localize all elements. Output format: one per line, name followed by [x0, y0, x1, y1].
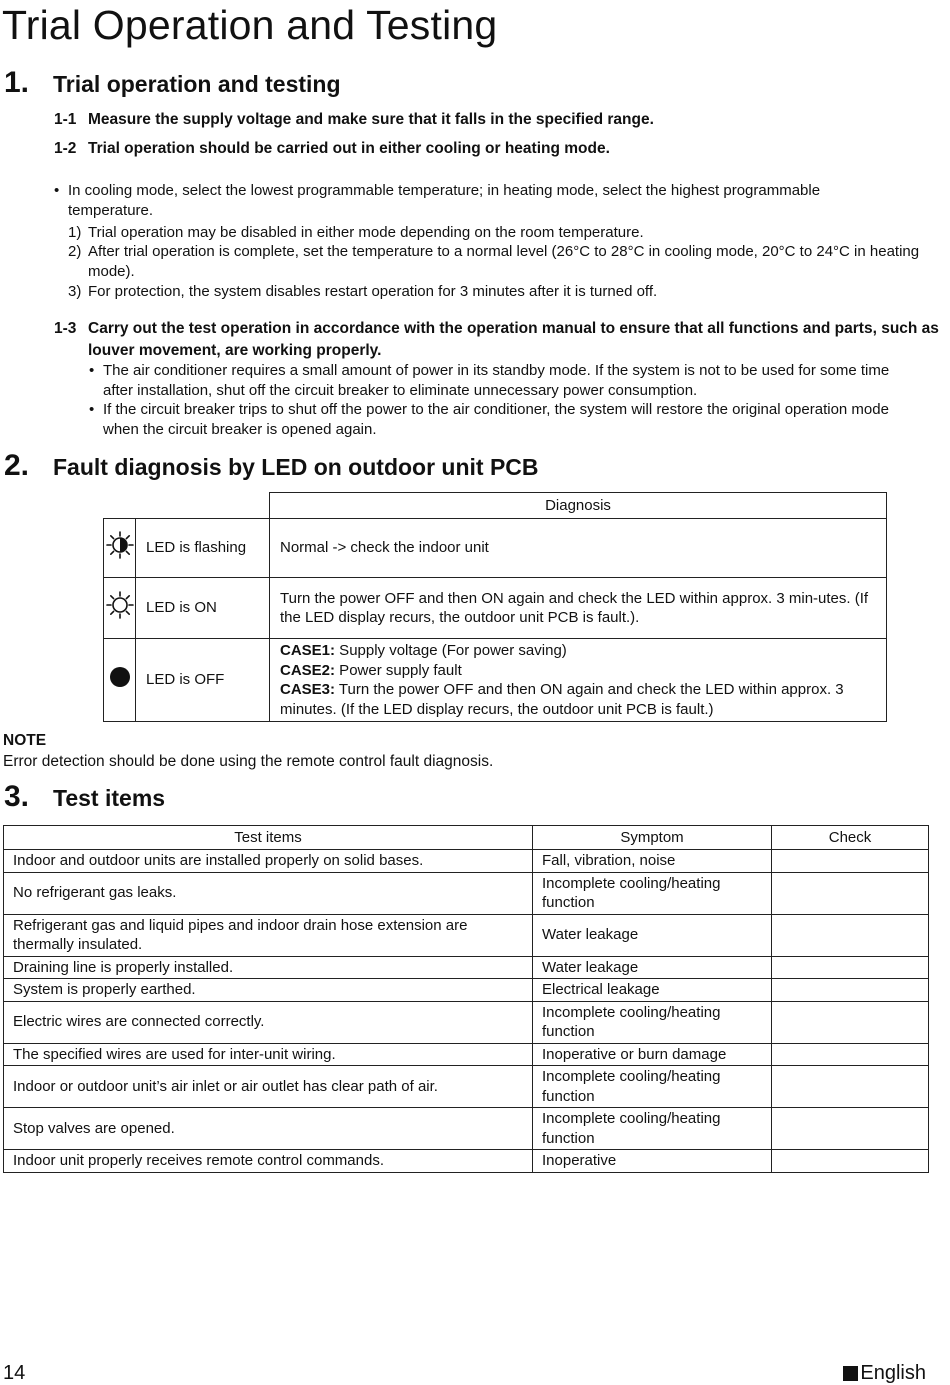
diagnosis-text: Normal -> check the indoor unit [270, 519, 887, 578]
sub-item-2 [68, 242, 928, 282]
table-row [4, 1150, 929, 1173]
section-title: Fault diagnosis by LED on outdoor unit PCB [53, 454, 539, 480]
symptom: Inoperative or burn damage [533, 1043, 772, 1066]
check-cell [772, 872, 929, 914]
step-1-1 [54, 109, 654, 131]
check-cell [772, 1066, 929, 1108]
section-title: Test items [53, 785, 166, 811]
symptom: Incomplete cooling/heating function [533, 1001, 772, 1043]
step-number: 1-3 [54, 320, 77, 337]
check-cell [772, 979, 929, 1002]
case-label: CASE2: [280, 661, 336, 679]
symptom: Inoperative [533, 1150, 772, 1173]
bullet-item [89, 400, 919, 440]
led-on-icon [105, 590, 135, 620]
check-cell [772, 1043, 929, 1066]
step-1-2 [54, 138, 610, 160]
language-label [843, 1362, 926, 1385]
table-row [4, 850, 929, 873]
section-number: 1. [4, 66, 30, 99]
test-item: No refrigerant gas leaks. [4, 872, 533, 914]
sub-item-3 [68, 282, 918, 302]
test-item: The specified wires are used for inter-unit wiring. [4, 1043, 533, 1066]
bullet-item [89, 361, 919, 401]
sub-item-number: 1) [68, 224, 82, 241]
led-state: LED is OFF [136, 639, 270, 722]
sub-item-text: Trial operation may be disabled in either mode depending on the room temperature. [88, 224, 644, 241]
case-label: CASE3: [280, 681, 336, 698]
symptom: Incomplete cooling/heating function [533, 1108, 772, 1150]
icon-cell [104, 519, 136, 578]
page-number: 14 [3, 1362, 26, 1384]
test-items-body [4, 850, 929, 1173]
test-item: Refrigerant gas and liquid pipes and indoor drain hose extension are thermally insulated. [4, 914, 533, 956]
step-text: Measure the supply voltage and make sure that it falls in the specified range. [88, 111, 654, 128]
symptom: Fall, vibration, noise [533, 850, 772, 873]
note-block [3, 730, 493, 772]
bullet-icon: • [54, 182, 60, 199]
case-label: CASE1: [280, 642, 336, 659]
table-header-row [4, 826, 929, 850]
step-text: Carry out the test operation in accordance with the operation manual to ensure that all functions and parts, such as louver movement, are working properly. [88, 320, 939, 359]
section-2-heading [4, 450, 539, 487]
table-row [104, 519, 887, 578]
header-check: Check [772, 826, 929, 850]
test-item: Stop valves are opened. [4, 1108, 533, 1150]
blank-cell [104, 493, 270, 519]
bullet-text: In cooling mode, select the lowest programmable temperature; in heating mode, select the highest programmable temperature. [68, 182, 821, 219]
test-item: Indoor and outdoor units are installed properly on solid bases. [4, 850, 533, 873]
table-row [104, 639, 887, 722]
bullet-item [54, 181, 894, 221]
led-diagnosis-table [103, 492, 887, 722]
table-row [4, 914, 929, 956]
step-text: Trial operation should be carried out in either cooling or heating mode. [88, 140, 610, 157]
table-row [4, 1108, 929, 1150]
test-item: System is properly earthed. [4, 979, 533, 1002]
test-item: Indoor or outdoor unit’s air inlet or air outlet has clear path of air. [4, 1066, 533, 1108]
icon-cell [104, 578, 136, 639]
note-label: NOTE [3, 732, 47, 749]
page-title: Trial Operation and Testing [2, 2, 498, 48]
table-row [4, 1001, 929, 1043]
square-icon [843, 1366, 858, 1381]
language-text: English [860, 1362, 926, 1384]
note-text: Error detection should be done using the remote control fault diagnosis. [3, 753, 494, 770]
case-2 [280, 661, 876, 681]
bullet-text: The air conditioner requires a small amount of power in its standby mode. If the system is not to be used for some time after installation, shut off the circuit breaker to eliminate unnecessary power consumption. [103, 362, 890, 399]
section-number: 2. [4, 449, 30, 482]
check-cell [772, 914, 929, 956]
led-state: LED is flashing [136, 519, 270, 578]
diagnosis-header: Diagnosis [270, 493, 887, 519]
check-cell [772, 956, 929, 979]
table-row [4, 872, 929, 914]
header-symptom: Symptom [533, 826, 772, 850]
case-text: Power supply fault [335, 661, 462, 679]
bullet-icon: • [89, 401, 95, 418]
symptom: Electrical leakage [533, 979, 772, 1002]
bullet-icon: • [89, 362, 95, 379]
test-item: Draining line is properly installed. [4, 956, 533, 979]
sub-item-number: 2) [68, 243, 82, 260]
sub-item-text: After trial operation is complete, set the temperature to a normal level (26°C to 28°C in cooling mode, 20°C to 24°C in heating mode). [88, 243, 920, 280]
bullet-text: If the circuit breaker trips to shut off the power to the air conditioner, the system will restore the original operation mode when the circuit breaker is opened again. [103, 401, 889, 438]
step-number: 1-1 [54, 111, 77, 128]
table-row [4, 1043, 929, 1066]
diagnosis-text: Turn the power OFF and then ON again and check the LED within approx. 3 min-utes. (If the LED display recurs, the outdoor unit PCB is fault.). [270, 578, 887, 639]
table-header-row [104, 493, 887, 519]
step-number: 1-2 [54, 140, 77, 157]
section-title: Trial operation and testing [53, 71, 341, 97]
check-cell [772, 850, 929, 873]
table-row [4, 979, 929, 1002]
case-text: Turn the power OFF and then ON again and check the LED within approx. 3 minutes. (If the LED display recurs, the outdoor unit PCB is fault.) [280, 681, 844, 718]
case-1 [280, 641, 876, 661]
diagnosis-cases [270, 639, 887, 722]
test-item: Electric wires are connected correctly. [4, 1001, 533, 1043]
symptom: Water leakage [533, 956, 772, 979]
table-row [4, 1066, 929, 1108]
symptom: Incomplete cooling/heating function [533, 872, 772, 914]
sub-item-number: 3) [68, 283, 82, 300]
check-cell [772, 1150, 929, 1173]
icon-cell [104, 639, 136, 722]
table-row [104, 578, 887, 639]
sub-item-1 [68, 223, 918, 243]
test-item: Indoor unit properly receives remote control commands. [4, 1150, 533, 1173]
symptom: Water leakage [533, 914, 772, 956]
sub-item-text: For protection, the system disables restart operation for 3 minutes after it is turned off. [88, 283, 658, 300]
test-items-table [3, 825, 929, 1173]
check-cell [772, 1108, 929, 1150]
step-1-3 [54, 318, 950, 362]
led-state: LED is ON [136, 578, 270, 639]
case-text: Supply voltage (For power saving) [335, 642, 567, 659]
symptom: Incomplete cooling/heating function [533, 1066, 772, 1108]
led-off-icon [105, 662, 135, 692]
table-row [4, 956, 929, 979]
led-flashing-icon [105, 530, 135, 560]
header-test-items: Test items [4, 826, 533, 850]
section-number: 3. [4, 780, 30, 813]
case-3 [280, 680, 876, 719]
section-1-heading [4, 67, 341, 104]
section-3-heading [4, 781, 165, 818]
check-cell [772, 1001, 929, 1043]
